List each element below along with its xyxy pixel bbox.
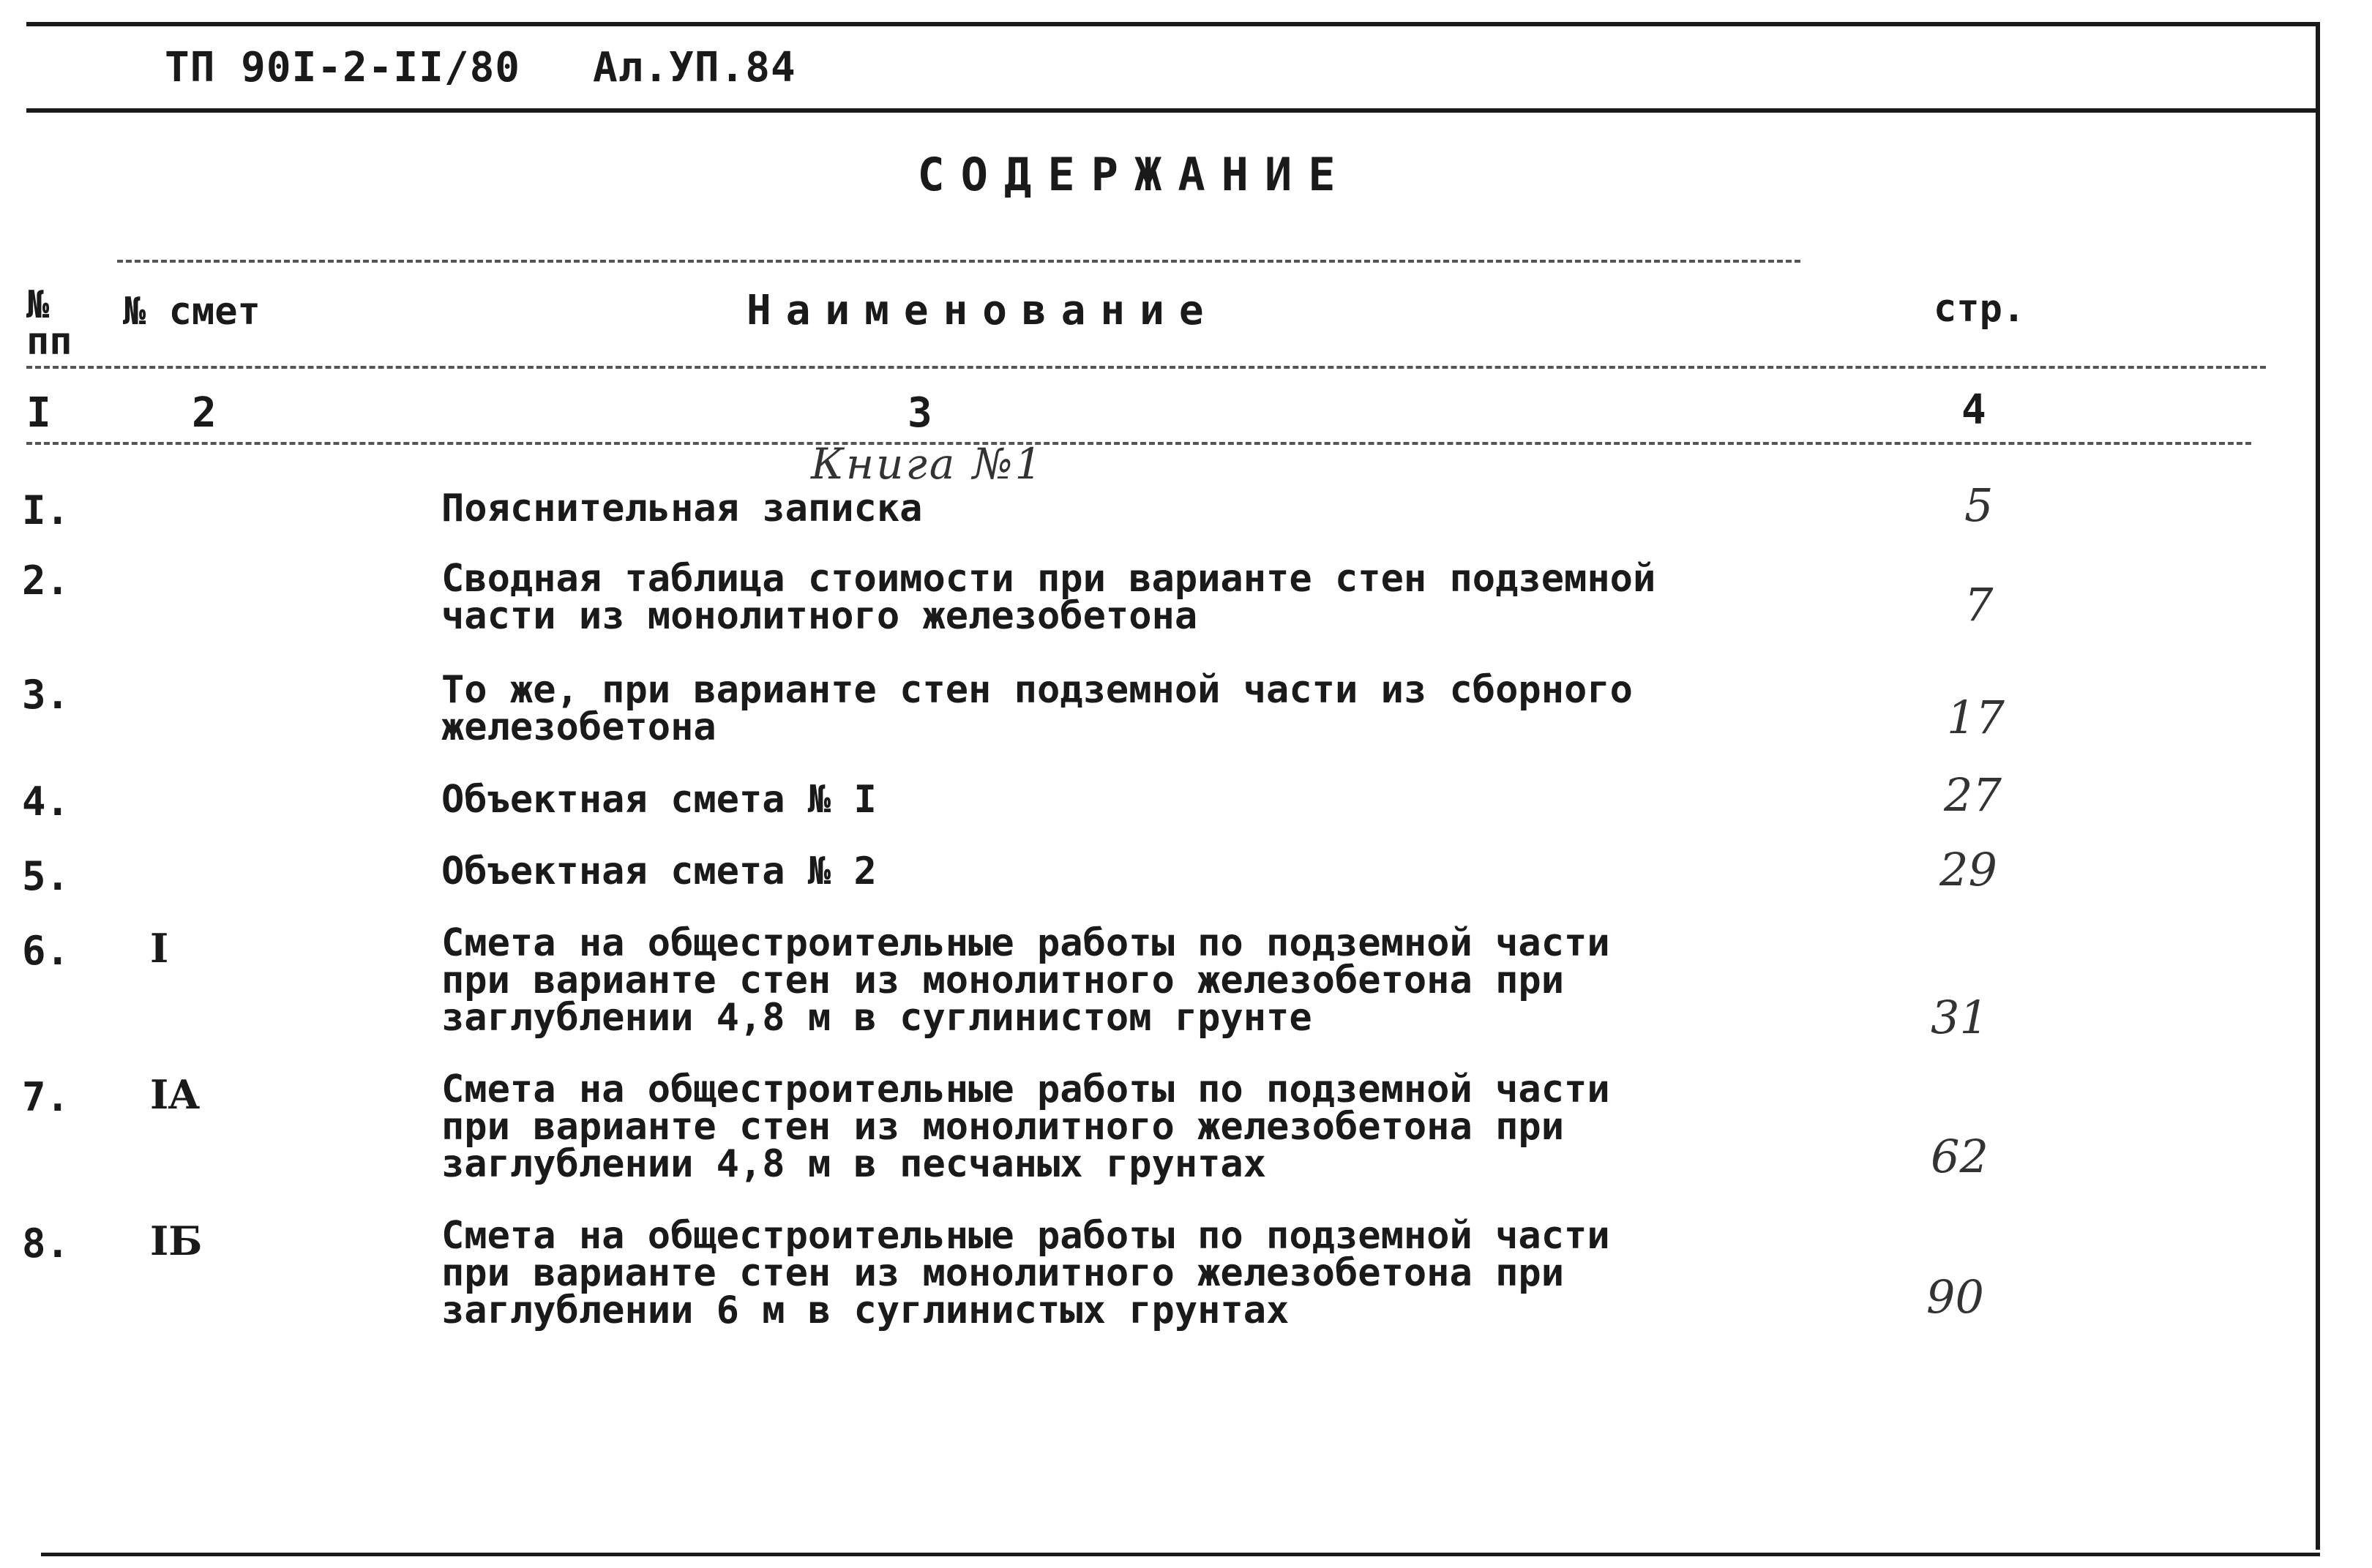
book-label: Книга №1	[811, 439, 1044, 489]
row-number: 7.	[22, 1074, 70, 1120]
row-number: 6.	[22, 928, 70, 974]
row-page: 7	[1964, 578, 1994, 631]
table-top-rule	[117, 260, 1800, 263]
row-number: 2.	[22, 558, 70, 604]
column-number-3: 3	[908, 389, 932, 437]
row-name: Пояснительная записка	[441, 487, 923, 530]
column-header-num: № пп	[26, 283, 72, 364]
row-name: Смета на общестроительные работы по подземной части при варианте стен из монолитного железобетона при заглублении 6 м в суглинистых грунтах	[441, 1214, 1610, 1332]
column-number-2: 2	[192, 389, 217, 437]
column-number-1: I	[26, 389, 51, 437]
row-number: 3.	[22, 672, 70, 718]
row-page: 31	[1931, 991, 1988, 1044]
row-page: 62	[1931, 1130, 1988, 1183]
row-page: 90	[1926, 1270, 1984, 1324]
row-number: 8.	[22, 1220, 70, 1267]
row-estimate-code: IA	[150, 1071, 200, 1118]
row-number: I.	[22, 487, 70, 533]
row-number: 4.	[22, 779, 70, 825]
column-header-name: Наименование	[747, 287, 1219, 334]
row-page: 29	[1939, 843, 1997, 896]
row-page: 17	[1947, 691, 2005, 744]
row-name: Объектная смета № I	[441, 778, 877, 822]
column-header-page: стр.	[1934, 287, 2026, 331]
row-estimate-code: IБ	[150, 1218, 203, 1264]
row-name: Объектная смета № 2	[441, 849, 877, 893]
header-bottom-rule	[26, 366, 2266, 369]
bottom-rule	[41, 1553, 2320, 1556]
row-estimate-code: I	[150, 925, 169, 972]
row-name: Смета на общестроительные работы по подземной части при варианте стен из монолитного железобетона при заглублении 4,8 м в суглинистом грунте	[441, 921, 1610, 1040]
document-code: ТП 90I-2-II/80	[165, 44, 521, 91]
row-name: То же, при варианте стен подземной части из сборного железобетона	[441, 668, 1633, 749]
row-page: 27	[1944, 768, 2002, 822]
row-name: Сводная таблица стоимости при варианте стен подземной части из монолитного железобетона	[441, 557, 1656, 638]
numbers-bottom-rule	[26, 442, 2251, 445]
row-name: Смета на общестроительные работы по подземной части при варианте стен из монолитного железобетона при заглублении 4,8 м в песчаных грунтах	[441, 1068, 1610, 1186]
row-page: 5	[1964, 479, 1994, 532]
page-title: СОДЕРЖАНИЕ	[917, 148, 1352, 201]
column-number-4: 4	[1961, 386, 1986, 434]
header-rule	[26, 108, 2320, 113]
row-number: 5.	[22, 853, 70, 899]
sheet-number: Ал.УП.84	[593, 44, 796, 91]
column-header-estimate: № смет	[123, 290, 261, 334]
